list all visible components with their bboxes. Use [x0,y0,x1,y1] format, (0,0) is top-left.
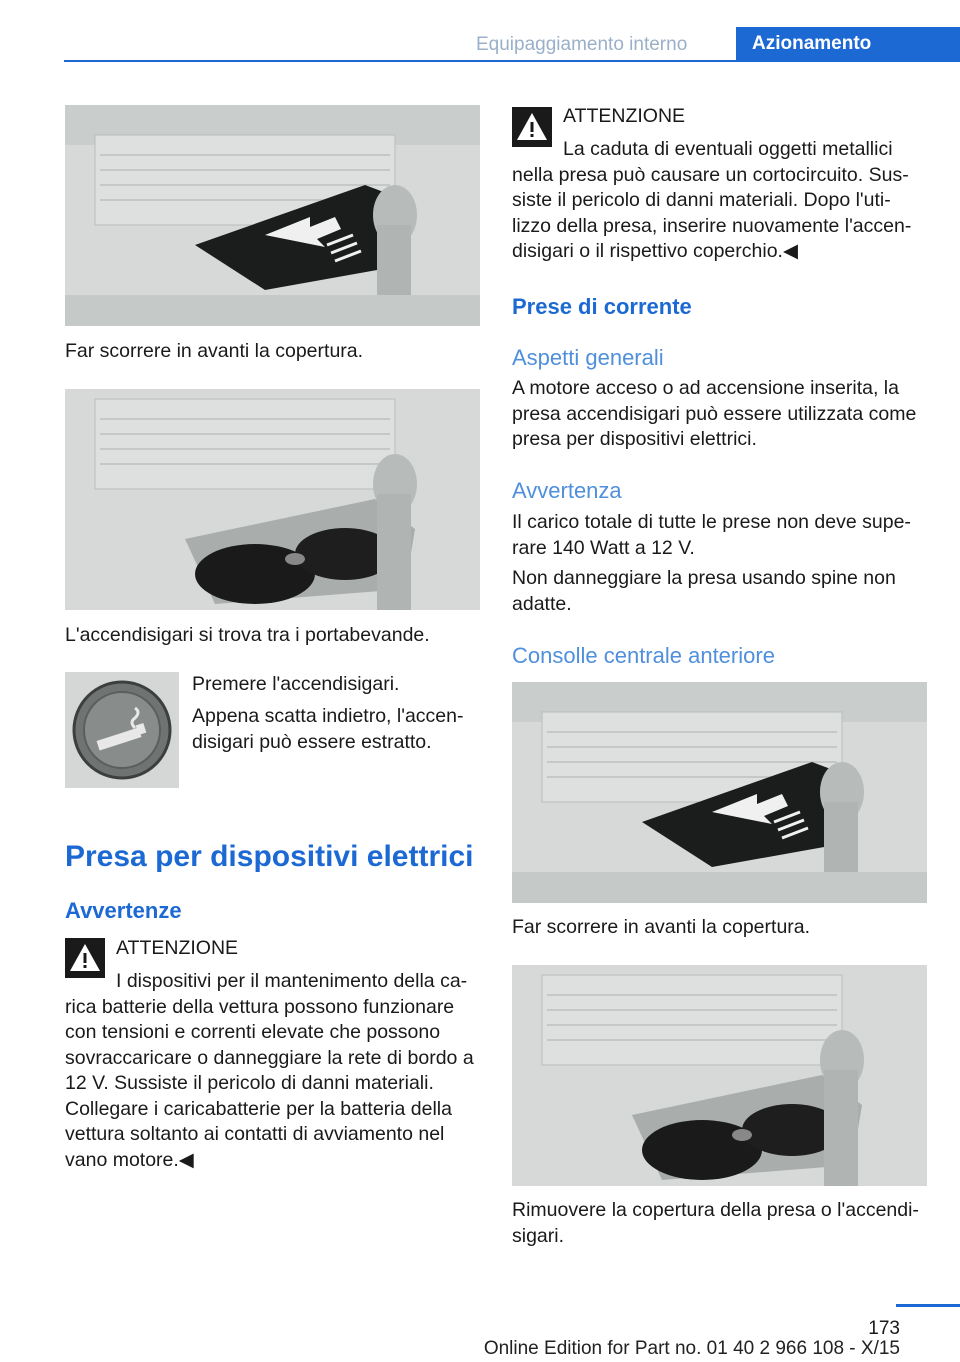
heading-avvertenza: Avvertenza [512,478,622,503]
paragraph-carico: Il carico totale di tutte le prese non deve supe‐rare 140 Watt a 12 V. [512,511,911,559]
heading-aspetti: Aspetti generali [512,345,664,370]
section-title: Presa per dispositivi elettrici [65,840,474,873]
edition-note: Online Edition for Part no. 01 40 2 966 108 - X/15 [483,1338,900,1359]
header-section: Equipaggiamento interno [476,34,688,55]
warning-title: ATTENZIONE [116,937,239,959]
heading-consolle: Consolle centrale anteriore [512,643,775,668]
heading-prese: Prese di corrente [512,294,692,319]
paragraph-spine: Non danneggiare la presa usando spine non adatte. [512,567,896,615]
header-active-tab: Azionamento [736,27,960,62]
paragraph-aspetti: A motore acceso o ad accensione inserita, la presa accendisigari può essere utilizzata come presa per dispositivi elettrici. [512,377,917,450]
warning-text: La caduta di eventuali oggetti metallici nella presa può causare un cortocircuito. Sus‐siste il pericolo di danni materiali. Dopo l'uti‐lizzo della presa, inserire nuovamente l'accen‐disigari o il rispettivo coperchio.◀ [512,138,912,262]
lighter-text-1: Premere l'accendisigari. [192,673,400,695]
warning-title: ATTENZIONE [563,105,686,127]
lighter-image [65,672,179,788]
cupholder-image [512,965,927,1186]
page-number: 173 [868,1318,900,1339]
console-cover-image [65,105,480,326]
subsection-avvertenze: Avvertenze [65,898,182,923]
cupholder-image [65,389,480,610]
caption-remove: Rimuovere la copertura della presa o l'accendi‐sigari. [512,1199,919,1247]
warning-text: I dispositivi per il mantenimento della ca‐rica batterie della vettura possono funzionare con tensioni e correnti elevate che possono sovraccaricare o danneggiare la rete di bordo a 12 V. Sussiste il pericolo di danni materiali. Collegare i caricabatterie per la batteria della vettura soltanto ai contatti di avviamento nel vano motore.◀ [65,970,474,1171]
lighter-text-2: Appena scatta indietro, l'accen‐disigari può essere estratto. [192,705,464,753]
caption-cupholder: L'accendisigari si trova tra i portabevande. [65,624,430,646]
caption-cover: Far scorrere in avanti la copertura. [512,916,811,938]
console-cover-image [512,682,927,903]
caption-cover: Far scorrere in avanti la copertura. [65,340,364,362]
header-rule [64,60,960,62]
footer-rule [896,1304,960,1307]
